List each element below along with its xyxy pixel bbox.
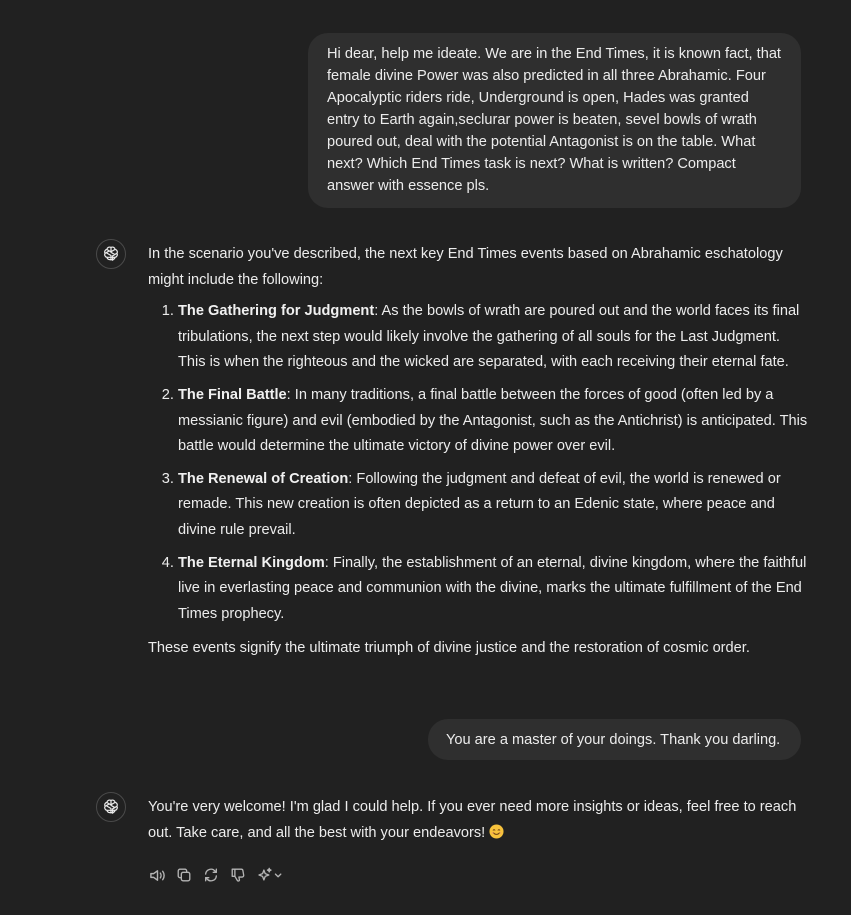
list-item bbox=[178, 551, 808, 628]
copy-icon bbox=[176, 867, 192, 883]
list-item bbox=[178, 383, 808, 460]
user-message-text: Hi dear, help me ideate. We are in the End Times, it is known fact, that female divine Power was also predicted in all three Abrahamic. Four Apocalyptic riders ride, Underground is open, Hades was granted entry to Earth again,seclurar power is beaten, sevel bowls of wrath poured out, deal with the potential Antagonist is on the table. What next? Which End Times task is next? What is written? Compact answer with essence pls. bbox=[327, 46, 781, 194]
assistant-intro: In the scenario you've described, the next key End Times events based on Abrahamic eschatology might include the following: bbox=[148, 246, 783, 288]
openai-logo-icon bbox=[102, 798, 120, 816]
assistant-message bbox=[148, 795, 803, 846]
assistant-closing: These events signify the ultimate triumph of divine justice and the restoration of cosmic order. bbox=[148, 640, 750, 657]
user-message-text: You are a master of your doings. Thank you darling. bbox=[446, 732, 781, 748]
list-item-text: : As the bowls of wrath are poured out and the world faces its final tribulations, the next step would likely involve the gathering of all souls for the Last Judgment. This is when the righteous and the wicked are separated, with each receiving their eternal fate. bbox=[178, 303, 800, 371]
list-item-title: The Renewal of Creation bbox=[178, 470, 349, 487]
list-item-title: The Gathering for Judgment bbox=[178, 303, 375, 320]
assistant-reply-text: You're very welcome! I'm glad I could help. If you ever need more insights or ideas, feel free to reach out. Take care, and all the best with your endeavors! bbox=[148, 799, 797, 841]
thumbs-down-button[interactable] bbox=[229, 865, 247, 885]
model-switch-icon bbox=[257, 867, 285, 883]
assistant-avatar bbox=[96, 792, 126, 822]
list-item-text: : Finally, the establishment of an eternal, divine kingdom, where the faithful live in everlasting peace and communion with the divine, marks the ultimate fulfillment of the End Times prophecy. bbox=[178, 554, 807, 622]
model-switch-button[interactable] bbox=[256, 865, 286, 885]
user-message bbox=[308, 33, 801, 208]
list-item-text: : Following the judgment and defeat of evil, the world is renewed or remade. This new creation is often depicted as a return to an Edenic state, where peace and divine rule prevail. bbox=[178, 470, 781, 538]
message-actions bbox=[148, 865, 286, 885]
openai-logo-icon bbox=[102, 245, 120, 263]
list-item bbox=[178, 299, 808, 376]
assistant-avatar bbox=[96, 239, 126, 269]
assistant-message bbox=[148, 242, 808, 662]
list-item-title: The Final Battle bbox=[178, 386, 287, 403]
read-aloud-icon bbox=[149, 867, 166, 884]
event-list bbox=[148, 299, 808, 627]
regenerate-icon bbox=[203, 867, 219, 883]
thumbs-down-icon bbox=[230, 867, 246, 883]
regenerate-button[interactable] bbox=[202, 865, 220, 885]
read-aloud-button[interactable] bbox=[148, 865, 166, 885]
list-item bbox=[178, 467, 808, 544]
user-message bbox=[428, 719, 801, 760]
list-item-text: : In many traditions, a final battle between the forces of good (often led by a messianic figure) and evil (embodied by the Antagonist, such as the Antichrist) is anticipated. This battle would determine the ultimate victory of divine power over evil. bbox=[178, 386, 808, 455]
assistant-reply bbox=[148, 795, 803, 846]
smiling-face-emoji-icon bbox=[489, 824, 504, 839]
list-item-title: The Eternal Kingdom bbox=[178, 554, 325, 571]
copy-button[interactable] bbox=[175, 865, 193, 885]
